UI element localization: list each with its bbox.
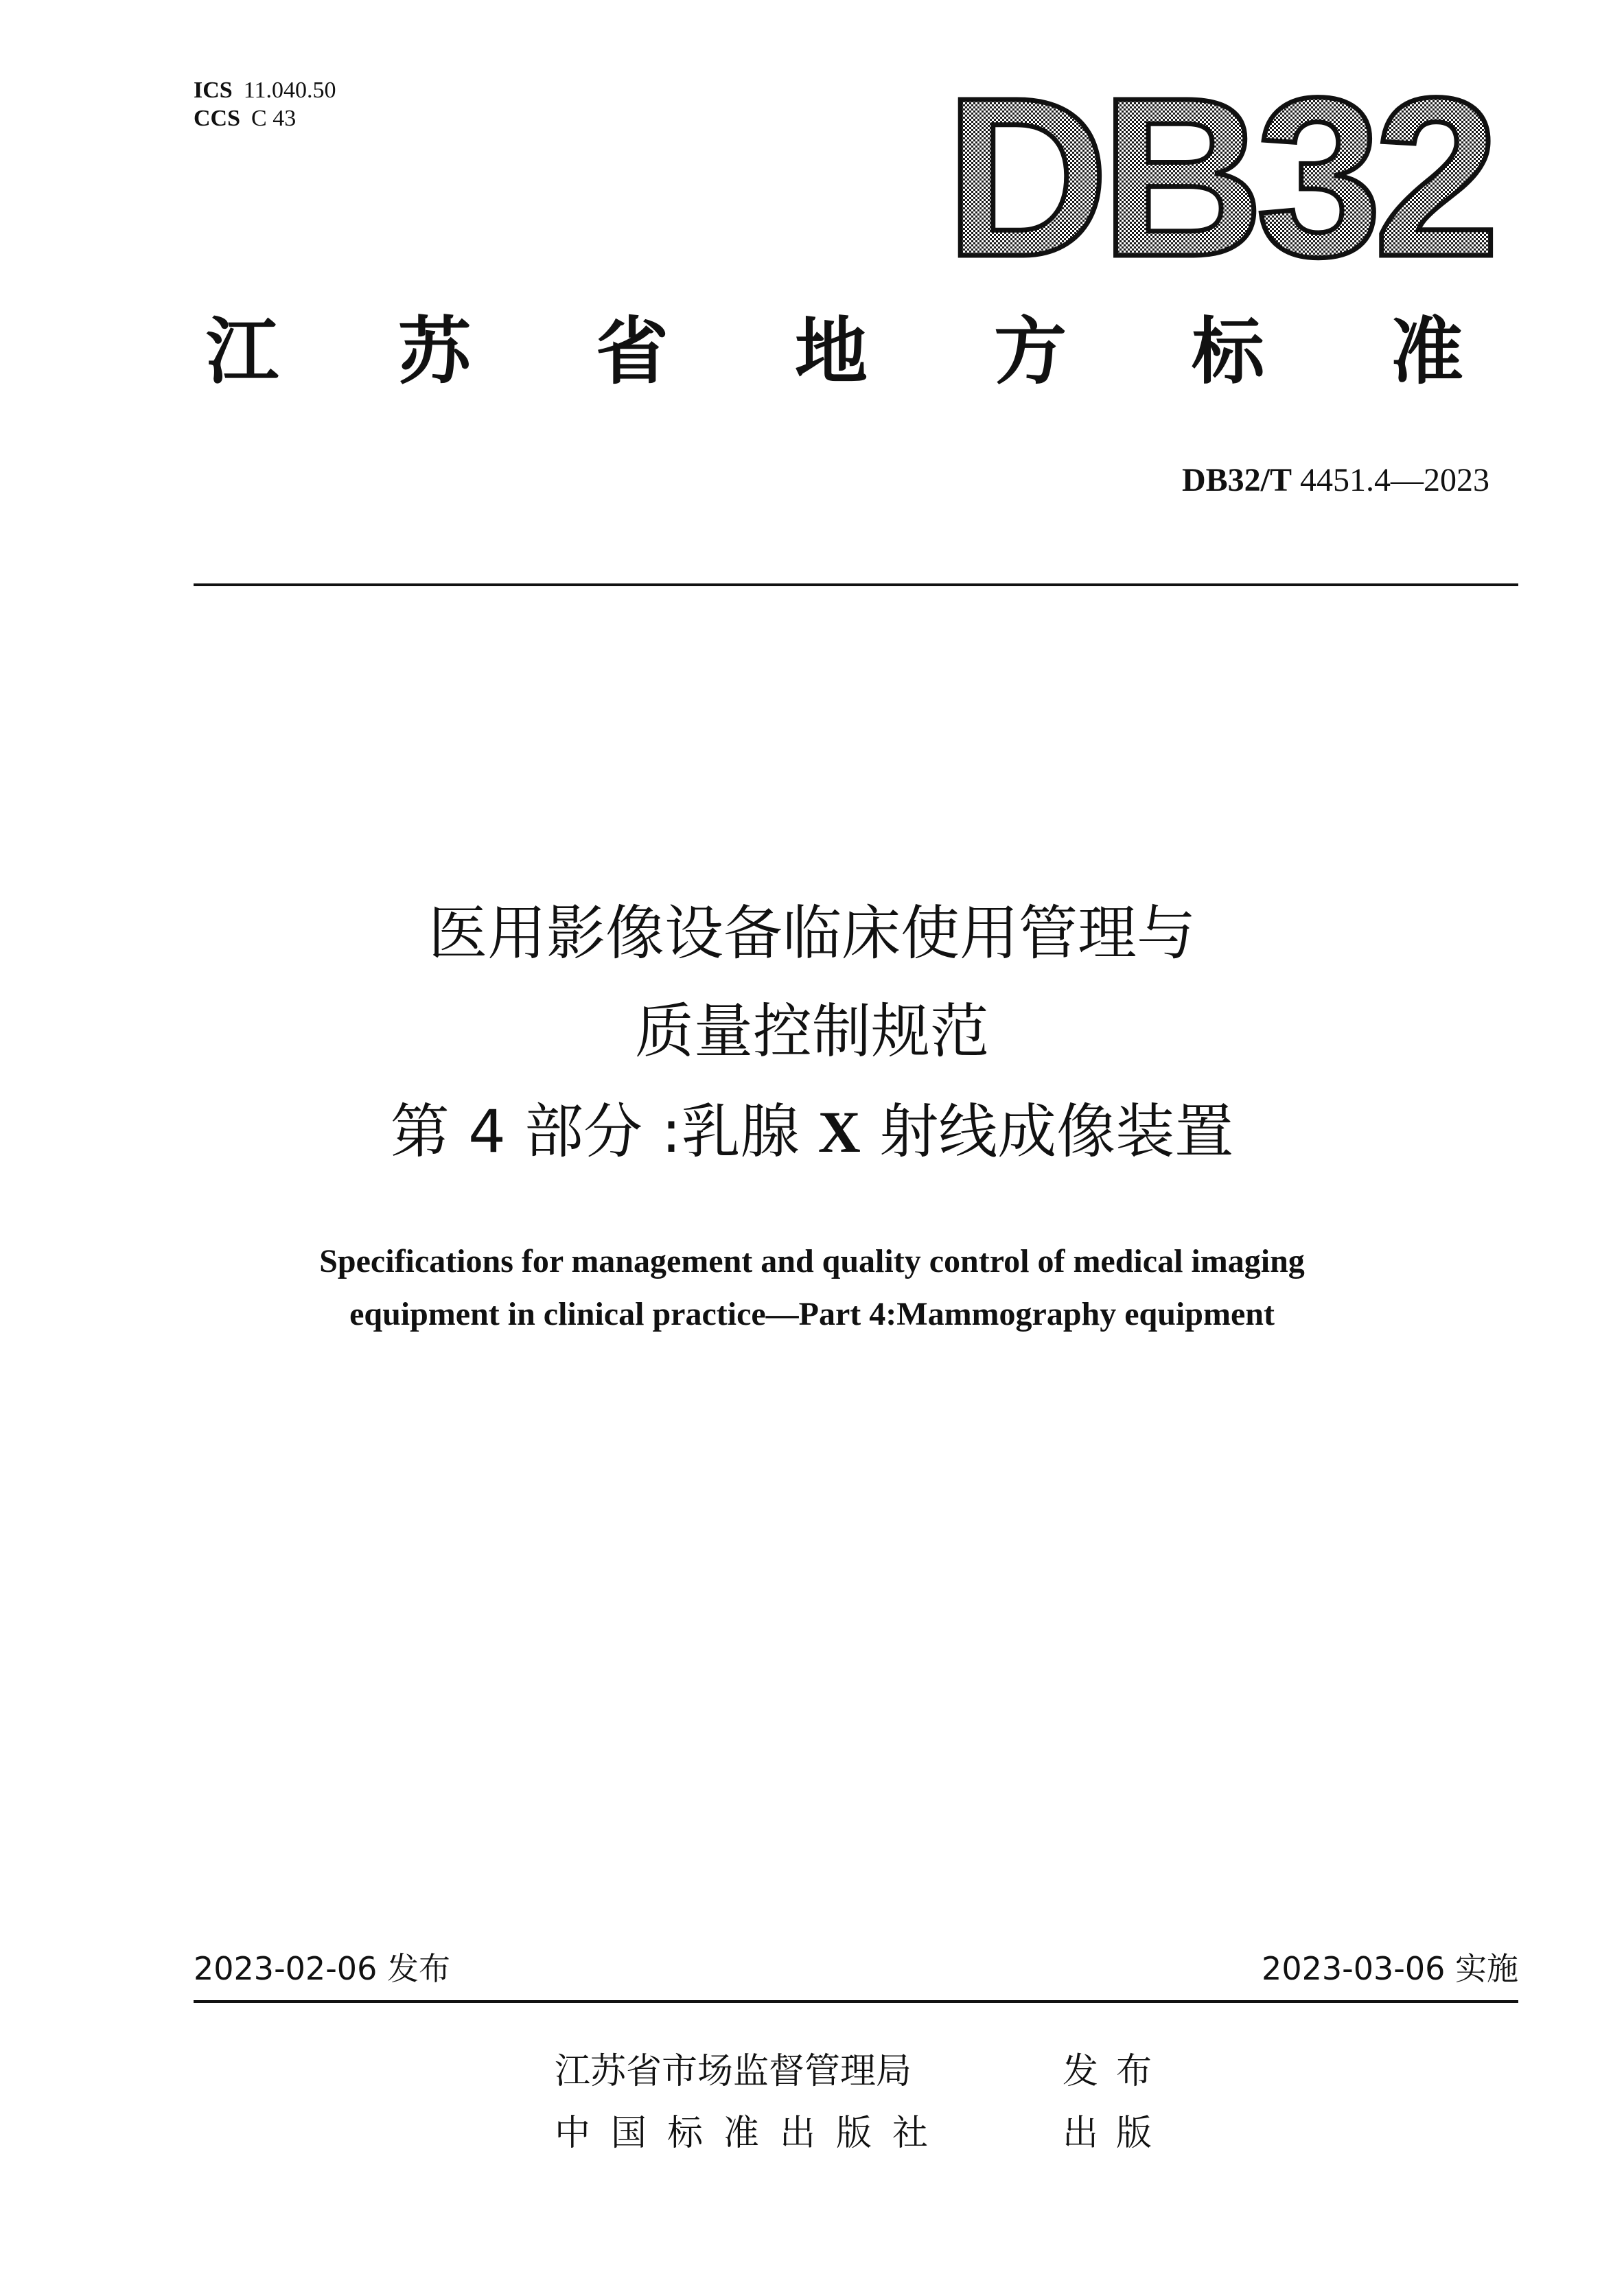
standard-code: 4451.4—2023	[1300, 462, 1489, 498]
ics-value: 11.040.50	[243, 78, 336, 103]
heading-char: 省	[596, 310, 669, 394]
title-cn-line3	[0, 1094, 1624, 1170]
title-en-line2: equipment in clinical practice—Part 4:Mammography equipment	[349, 1296, 1275, 1332]
standard-prefix: DB32/T	[1181, 462, 1292, 498]
ics-code	[194, 77, 336, 104]
title-cn-line2: 质量控制规范	[635, 997, 989, 1066]
ccs-code	[194, 105, 296, 132]
issue-date: 2023-02-06 发布	[194, 1950, 450, 1987]
title-cn-line1: 医用影像设备临床使用管理与	[428, 899, 1196, 968]
issuer-name: 江苏省市场监督管理局	[555, 2051, 912, 2092]
publisher-role: 出版	[1063, 2113, 1170, 2154]
db32-logo	[909, 76, 1527, 281]
heading-char: 标	[1192, 310, 1264, 394]
standard-number	[1182, 461, 1489, 500]
implementation-date: 2023-03-06 实施	[1262, 1950, 1518, 1987]
heading-char: 地	[795, 310, 868, 394]
db32-logo-text: DB32	[945, 76, 1492, 281]
heading-char: 准	[1391, 310, 1463, 394]
issuer-role: 发布	[1063, 2051, 1170, 2092]
heading-char: 方	[994, 310, 1067, 394]
heading-char: 江	[206, 310, 279, 394]
ccs-value: C 43	[251, 106, 297, 131]
title-cn-line3-part-b: 射线成像装置	[860, 1098, 1234, 1166]
ccs-label: CCS	[194, 106, 241, 131]
top-divider	[194, 583, 1518, 586]
ics-label: ICS	[194, 78, 233, 103]
title-en-line1: Specifications for management and quality control of medical imaging	[319, 1243, 1305, 1279]
bottom-divider	[194, 2000, 1518, 2003]
title-cn-line3-part-a: 第 4 部分 :乳腺	[390, 1098, 818, 1166]
publisher-name: 中国标准出版社	[555, 2113, 949, 2154]
title-cn-line3-x: X	[817, 1099, 861, 1165]
heading-char: 苏	[398, 310, 471, 394]
